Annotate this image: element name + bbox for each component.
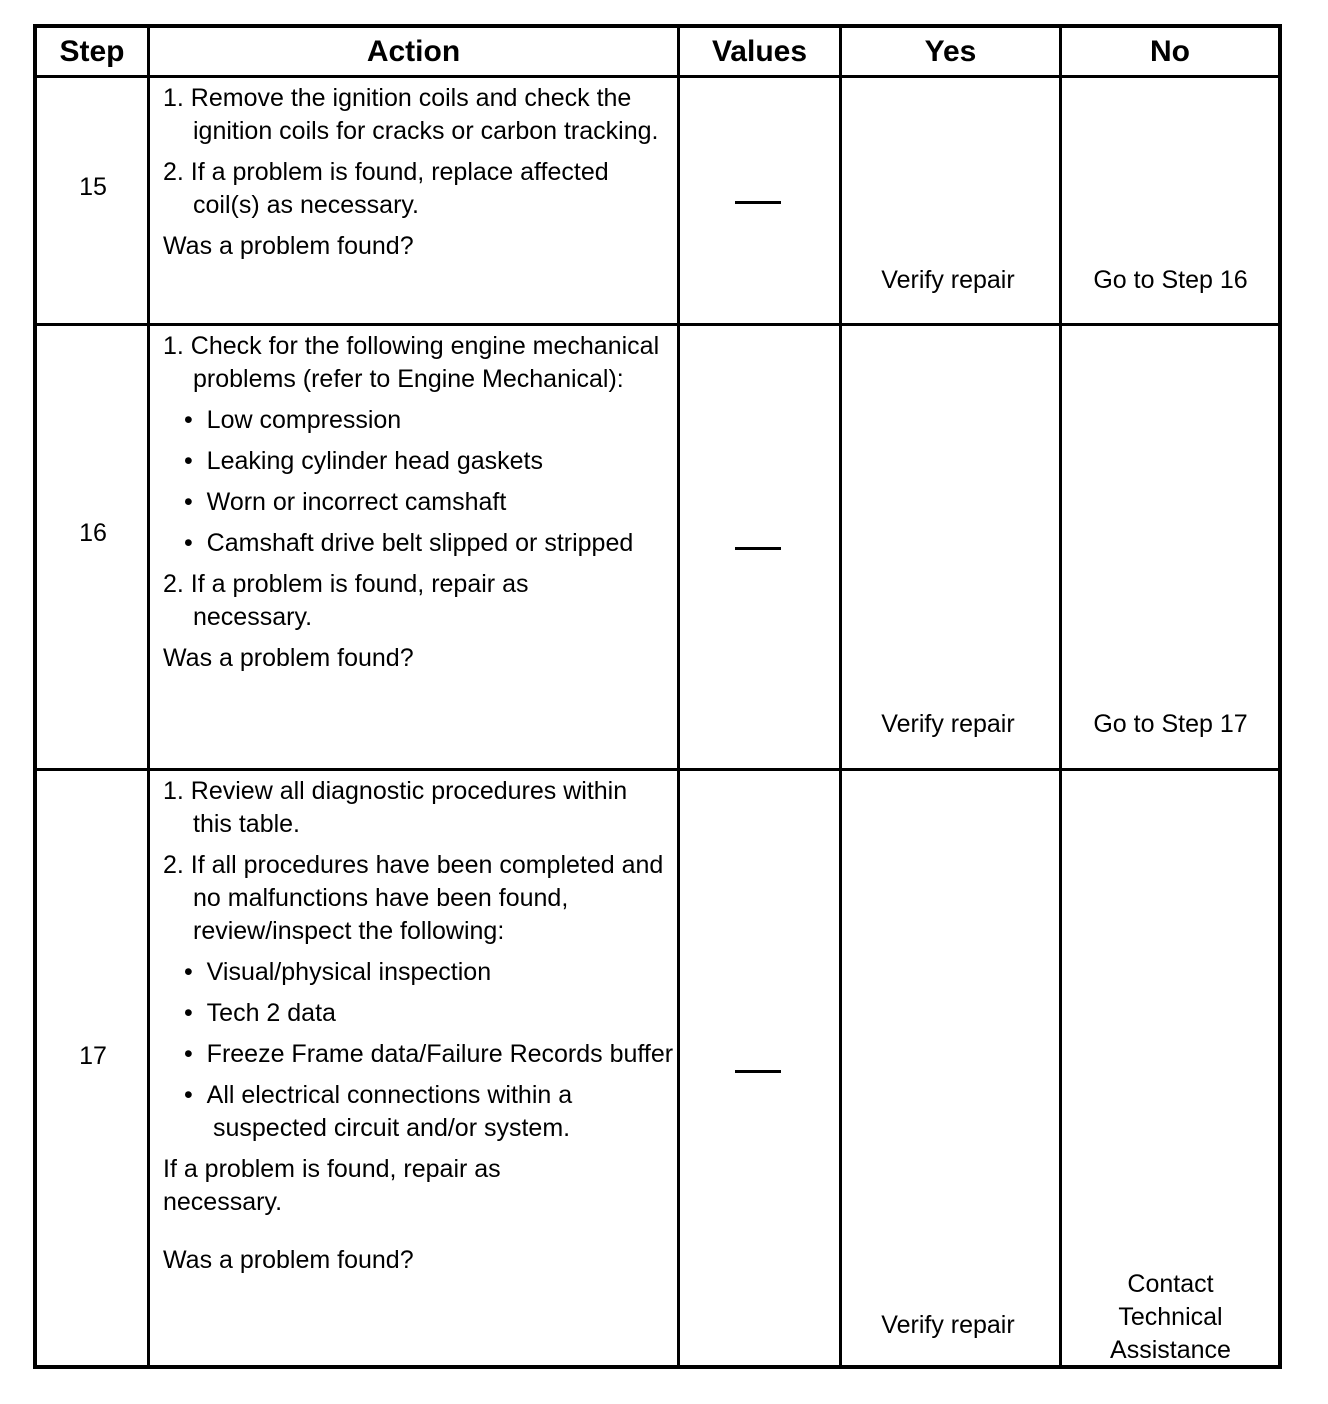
- bullet-item: [163, 1079, 683, 1145]
- bullet-text: Leaking cylinder head gaskets: [206, 447, 543, 475]
- bullet-glyph: •: [184, 488, 193, 516]
- no-result: Go to Step 17: [1093, 710, 1248, 738]
- no-result-line: Technical: [1118, 1303, 1223, 1331]
- bullet-glyph: •: [184, 1040, 193, 1068]
- header-yes: Yes: [924, 35, 977, 68]
- yes-result: Verify repair: [881, 1311, 1015, 1339]
- no-result: Go to Step 16: [1093, 266, 1248, 294]
- header-no: No: [1150, 35, 1190, 68]
- action-item: 2. If a problem is found, repair as necessary.: [163, 570, 529, 631]
- action-item: 2. If all procedures have been completed and no malfunctions have been found, review/inspect the following:: [163, 851, 664, 945]
- bullet-text: Tech 2 data: [206, 999, 336, 1027]
- values-dash: [735, 1070, 781, 1073]
- bullet-text: Low compression: [206, 406, 402, 434]
- bullet-text: Camshaft drive belt slipped or stripped: [206, 529, 634, 557]
- action-question: Was a problem found?: [163, 1246, 414, 1274]
- yes-result: Verify repair: [881, 710, 1015, 738]
- bullet-item: [163, 445, 678, 478]
- bullet-item: [163, 1038, 678, 1071]
- action-cell: [163, 775, 678, 1277]
- values-dash: [735, 201, 781, 204]
- bullet-glyph: •: [184, 1081, 193, 1109]
- diagnostic-table: [33, 24, 1282, 1369]
- action-question: Was a problem found?: [163, 232, 414, 260]
- row-divider: [37, 768, 1278, 771]
- bullet-item: [163, 527, 643, 560]
- bullet-item: [163, 404, 678, 437]
- no-result-line: Contact: [1127, 1270, 1214, 1298]
- values-dash: [735, 547, 781, 550]
- header-values: Values: [711, 35, 808, 68]
- action-cell: [163, 330, 678, 675]
- column-divider: [839, 28, 842, 1365]
- action-cell: [163, 82, 678, 263]
- header-step: Step: [59, 35, 125, 68]
- bullet-item: [163, 956, 678, 989]
- yes-result: Verify repair: [881, 266, 1015, 294]
- bullet-glyph: •: [184, 958, 193, 986]
- no-result-line: Assistance: [1110, 1336, 1231, 1364]
- bullet-text: Worn or incorrect camshaft: [206, 488, 507, 516]
- action-item: If a problem is found, repair as necessary.: [163, 1155, 501, 1216]
- bullet-text: Freeze Frame data/Failure Records buffer: [206, 1040, 674, 1068]
- action-item: 2. If a problem is found, replace affected coil(s) as necessary.: [163, 158, 609, 219]
- bullet-text: All electrical connections within a suspected circuit and/or system.: [206, 1081, 573, 1142]
- step-number: 15: [79, 173, 107, 201]
- row-divider: [37, 323, 1278, 326]
- bullet-glyph: •: [184, 406, 193, 434]
- bullet-glyph: •: [184, 529, 193, 557]
- column-divider: [147, 28, 150, 1365]
- header-action: Action: [366, 35, 461, 68]
- step-number: 16: [79, 519, 107, 547]
- action-item: 1. Check for the following engine mechanical problems (refer to Engine Mechanical):: [163, 332, 660, 393]
- bullet-text: Visual/physical inspection: [206, 958, 492, 986]
- column-divider: [1059, 28, 1062, 1365]
- action-question: Was a problem found?: [163, 644, 414, 672]
- action-item: 1. Remove the ignition coils and check the ignition coils for cracks or carbon tracking.: [163, 84, 659, 145]
- step-number: 17: [79, 1042, 107, 1070]
- bullet-item: [163, 486, 678, 519]
- bullet-glyph: •: [184, 999, 193, 1027]
- bullet-item: [163, 997, 678, 1030]
- bullet-glyph: •: [184, 447, 193, 475]
- action-item: 1. Review all diagnostic procedures within this table.: [163, 777, 628, 838]
